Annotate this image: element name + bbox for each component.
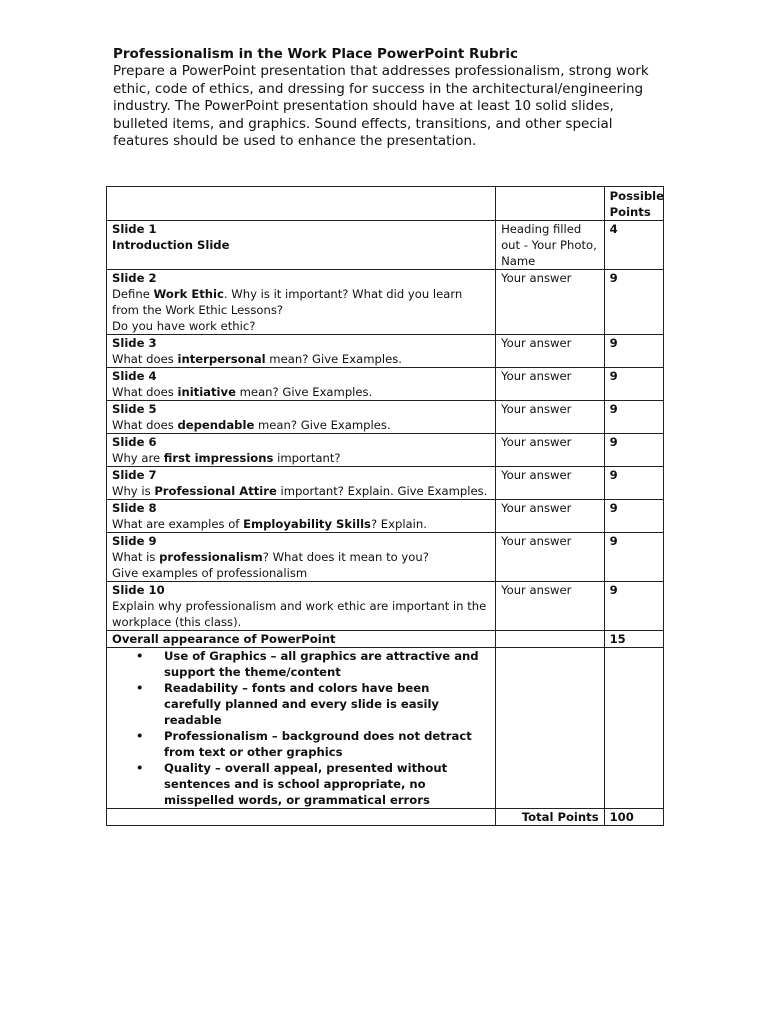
slide-desc-cell [107, 434, 496, 467]
total-points-value: 100 [604, 809, 663, 826]
slide-keyword: initiative [177, 385, 236, 399]
slide-keyword: dependable [177, 418, 255, 432]
slide-desc-text: What does [112, 385, 178, 399]
slide-desc-text: What is [112, 550, 160, 564]
slide-desc-text: mean? Give Examples. [265, 352, 402, 366]
slide-desc-text: mean? Give Examples. [254, 418, 391, 432]
rubric-row-slide-9 [107, 533, 664, 582]
criteria-item: • Professionalism – background does not detract from text or other graphics [164, 728, 490, 760]
points-cell: 9 [604, 270, 663, 335]
rubric-table [106, 186, 664, 826]
total-points-label: Total Points [496, 809, 605, 826]
slide-desc-text: What does [112, 418, 178, 432]
header-answer-cell [496, 187, 605, 221]
slide-title: Slide 3 [112, 336, 157, 350]
slide-desc-cell [107, 533, 496, 582]
slide-title: Slide 9 [112, 534, 157, 548]
slide-description [112, 352, 402, 366]
slide-title: Slide 8 [112, 501, 157, 515]
document-title: Professionalism in the Work Place PowerPoint Rubric [113, 46, 518, 62]
header-desc-cell [107, 187, 496, 221]
overall-answer-cell [496, 631, 605, 648]
slide-desc-cell [107, 401, 496, 434]
slide-desc-text: important? [273, 451, 341, 465]
slide-desc-cell [107, 582, 496, 631]
points-cell: 9 [604, 434, 663, 467]
rubric-row-slide-1 [107, 221, 664, 270]
criteria-list [112, 648, 490, 808]
answer-cell: Your answer [496, 434, 605, 467]
slide-desc-text: Give examples of professionalism [112, 566, 308, 580]
rubric-row-slide-8 [107, 500, 664, 533]
answer-cell: Your answer [496, 270, 605, 335]
criteria-points-cell [604, 648, 663, 809]
slide-desc-cell [107, 270, 496, 335]
slide-description [112, 451, 341, 465]
slide-description [112, 599, 486, 629]
slide-desc-cell [107, 368, 496, 401]
slide-desc-cell [107, 467, 496, 500]
slide-desc-text: . Why is it important? What did you learn from the Work Ethic Lessons? [112, 287, 463, 317]
criteria-cell [107, 648, 496, 809]
slide-desc-text: Why is [112, 484, 155, 498]
slide-title: Slide 1 [112, 222, 157, 236]
answer-cell: Your answer [496, 533, 605, 582]
slide-keyword: Professional Attire [154, 484, 277, 498]
slide-title: Slide 10 [112, 583, 165, 597]
slide-desc-text: important? Explain. Give Examples. [276, 484, 488, 498]
points-cell: 9 [604, 368, 663, 401]
slide-description [112, 385, 372, 399]
slide-desc-text: Explain why professionalism and work ethic are important in the workplace (this class). [112, 599, 487, 629]
points-cell: 9 [604, 500, 663, 533]
rubric-row-criteria [107, 648, 664, 809]
points-cell: 9 [604, 582, 663, 631]
points-cell: 4 [604, 221, 663, 270]
slide-desc-text: What does [112, 352, 178, 366]
answer-cell: Your answer [496, 401, 605, 434]
points-cell: 9 [604, 401, 663, 434]
overall-points-cell: 15 [604, 631, 663, 648]
slide-desc-text: mean? Give Examples. [235, 385, 373, 399]
overall-title-cell [107, 631, 496, 648]
criteria-item: • Use of Graphics – all graphics are attractive and support the theme/content [164, 648, 490, 680]
header-points-label: Possible Points [604, 187, 663, 221]
rubric-header-row [107, 187, 664, 221]
rubric-row-slide-2 [107, 270, 664, 335]
slide-description [112, 287, 462, 333]
slide-description [112, 418, 391, 432]
criteria-item: • Readability – fonts and colors have been carefully planned and every slide is easily readable [164, 680, 490, 728]
rubric-row-slide-10 [107, 582, 664, 631]
total-empty-cell [107, 809, 496, 826]
slide-keyword: Work Ethic [153, 287, 224, 301]
slide-desc-text: Why are [112, 451, 164, 465]
slide-keyword: professionalism [159, 550, 263, 564]
slide-title: Slide 4 [112, 369, 157, 383]
points-cell: 9 [604, 335, 663, 368]
rubric-row-slide-6 [107, 434, 664, 467]
answer-cell: Your answer [496, 467, 605, 500]
slide-desc-text: Do you have work ethic? [112, 319, 256, 333]
slide-keyword: Introduction Slide [112, 238, 230, 252]
points-cell: 9 [604, 533, 663, 582]
answer-cell: Your answer [496, 368, 605, 401]
document-intro: Prepare a PowerPoint presentation that addresses professionalism, strong work ethic, code of ethics, and dressing for success in the architectural/engineering industry. The PowerPoint presentation should have at least 10 solid slides, bulleted items, and graphics. Sound effects, transitions, and other special features should be used to enhance the presentation. [113, 63, 649, 150]
rubric-row-slide-7 [107, 467, 664, 500]
slide-desc-cell [107, 335, 496, 368]
answer-cell: Your answer [496, 500, 605, 533]
slide-keyword: interpersonal [177, 352, 266, 366]
slide-desc-text: ? Explain. [370, 517, 427, 531]
slide-desc-cell [107, 221, 496, 270]
slide-description [112, 484, 487, 498]
slide-title: Slide 7 [112, 468, 157, 482]
slide-desc-text: Define [112, 287, 154, 301]
slide-description [112, 238, 229, 252]
answer-cell: Your answer [496, 582, 605, 631]
points-cell: 9 [604, 467, 663, 500]
answer-cell: Heading filled out - Your Photo, Name [496, 221, 605, 270]
slide-title: Slide 5 [112, 402, 157, 416]
rubric-row-overall [107, 631, 664, 648]
rubric-row-slide-5 [107, 401, 664, 434]
slide-title: Slide 2 [112, 271, 157, 285]
slide-description [112, 550, 429, 580]
rubric-row-slide-3 [107, 335, 664, 368]
overall-title: Overall appearance of PowerPoint [112, 632, 336, 646]
document-header [113, 46, 653, 151]
answer-cell: Your answer [496, 335, 605, 368]
criteria-item: • Quality – overall appeal, presented without sentences and is school appropriate, no misspelled words, or grammatical errors [164, 760, 490, 808]
slide-desc-text: ? What does it mean to you? [262, 550, 429, 564]
criteria-answer-cell [496, 648, 605, 809]
rubric-row-total [107, 809, 664, 826]
slide-description [112, 517, 427, 531]
slide-desc-text: What are examples of [112, 517, 244, 531]
slide-desc-cell [107, 500, 496, 533]
slide-keyword: first impressions [163, 451, 274, 465]
slide-keyword: Employability Skills [243, 517, 371, 531]
slide-title: Slide 6 [112, 435, 157, 449]
rubric-row-slide-4 [107, 368, 664, 401]
